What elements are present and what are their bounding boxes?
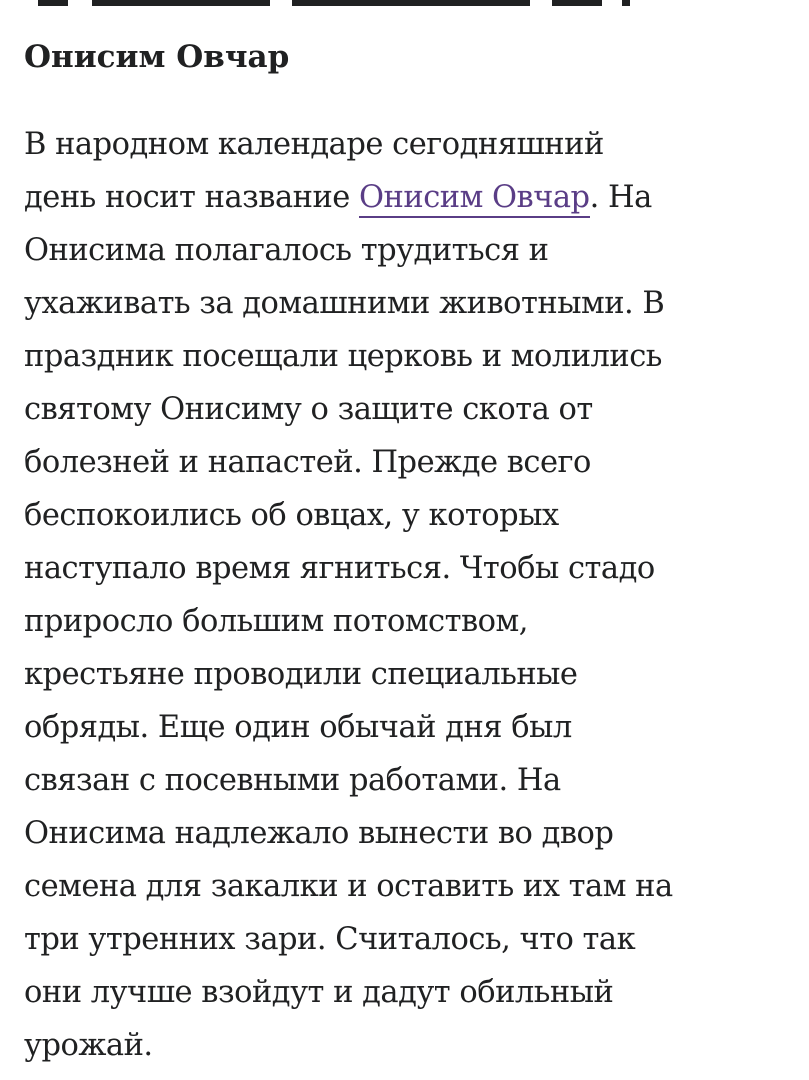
text-line: связан с посевными работами. На [24,763,561,798]
text-line: три утренних зари. Считалось, что так [24,922,636,957]
text-line: приросло большим потомством, [24,604,528,639]
section-heading: Онисим Овчар [24,39,290,75]
onisim-ovchar-link[interactable]: Онисим Овчар [359,180,590,218]
text-line: они лучше взойдут и дадут обильный [24,975,614,1010]
article-paragraph [24,118,809,1072]
text-line: беспокоились об овцах, у которых [24,498,559,533]
text-line: святому Онисиму о защите скота от [24,392,593,427]
text-line: урожай. [24,1028,153,1063]
clipped-previous-content [0,0,809,6]
text-fragment: . На [589,180,652,215]
text-line: праздник посещали церковь и молились [24,339,662,374]
text-line: наступало время ягниться. Чтобы стадо [24,551,655,586]
text-line: ухаживать за домашними животными. В [24,286,665,321]
text-line: Онисима полагалось трудиться и [24,233,549,268]
text-fragment: день носит название [24,180,360,215]
text-line: обряды. Еще один обычай дня был [24,710,572,745]
text-line: крестьяне проводили специальные [24,657,578,692]
text-line: В народном календаре сегодняшний [24,127,604,162]
text-line-with-link [24,171,809,224]
text-line: семена для закалки и оставить их там на [24,869,673,904]
text-line: Онисима надлежало вынести во двор [24,816,614,851]
text-line: болезней и напастей. Прежде всего [24,445,591,480]
